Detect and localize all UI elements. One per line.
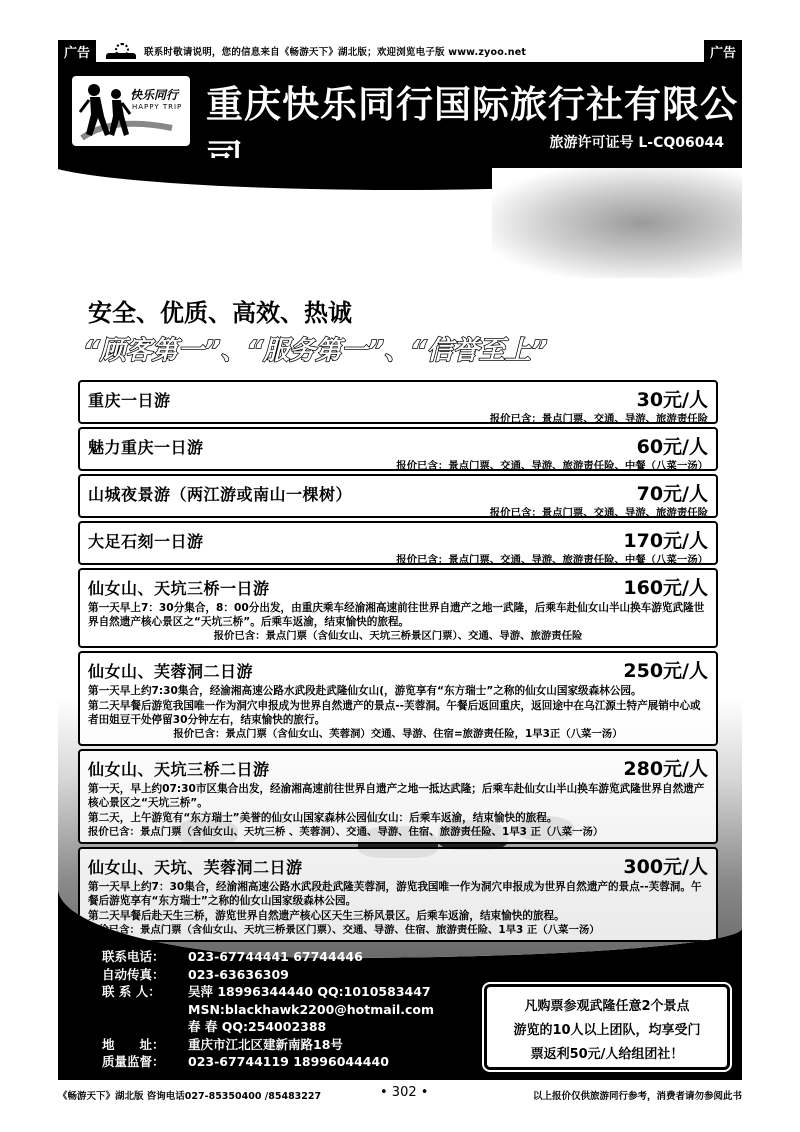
tour-name: 重庆一日游 [88, 391, 171, 410]
tour-name: 仙女山、天坑、芙蓉洞二日游 [88, 858, 303, 877]
company-logo [72, 76, 190, 146]
person-label: 联 系 人： [102, 984, 161, 999]
tour-description: 第一天早上7：30分集合，8：00分出发，由重庆乘车经渝湘高速前往世界自遗产之地一武隆，后乘车赴仙女山半山换车游览武隆世界自然遗产核心景区之“天坑三桥”。后乘车返渝，结束愉快的旅程。 [88, 602, 705, 628]
license-number: 旅游许可证号 L-CQ06044 [549, 135, 724, 151]
contact-info [102, 948, 434, 1071]
ad-label-right: 广告 [704, 40, 742, 63]
tour-description: 第二天早餐后赴天生三桥，游览世界自然遗产核心区天生三桥风景区。后乘车返渝，结束愉快的旅程。 [88, 910, 565, 922]
top-notice-bar [58, 40, 742, 62]
tour-price: 160元/人 [623, 577, 708, 599]
tour-name: 魅力重庆一日游 [88, 438, 204, 457]
tour-includes: 报价已含：景点门票、交通、导游、旅游责任险 [489, 507, 708, 519]
tour-list [78, 380, 718, 945]
tour-item [78, 521, 718, 565]
tour-price: 300元/人 [623, 856, 708, 878]
tour-item [78, 380, 718, 424]
tour-name: 山城夜景游（两江游或南山一棵树） [88, 485, 353, 504]
contact-person-2: 春 春 QQ:254002388 [188, 1019, 327, 1034]
logo-text: 快乐同行 [130, 88, 179, 102]
tour-name: 大足石刻一日游 [88, 532, 204, 551]
page-number: • 302 • [380, 1085, 429, 1100]
tour-price: 30元/人 [636, 389, 708, 411]
tour-price: 170元/人 [623, 530, 708, 552]
tour-name: 仙女山、芙蓉洞二日游 [88, 662, 254, 681]
promo-line: 游览的10人以上团队，均享受门 [513, 1023, 701, 1038]
tour-description: 第一天早上约7：30集合，经渝湘高速公路水武段赴武隆芙蓉洞，游览我国唯一作为洞穴申报成为世界自然遗产的景点--芙蓉洞。午餐后游览享有“东方瑞士”之称的仙女山国家级森林公园。 [88, 881, 702, 907]
tour-item [78, 474, 718, 518]
tour-price: 70元/人 [636, 483, 708, 505]
tour-description: 第一天早上约7:30集合，经渝湘高速公路水武段赴武隆仙女山(，游览享有“东方瑞士”之称的仙女山国家级森林公园。 [88, 685, 642, 697]
tour-item [78, 749, 718, 844]
sun-logo-icon [104, 41, 138, 61]
notice-text: 联系时敬请说明，您的信息来自《畅游天下》湖北版；欢迎浏览电子版 www.zyoo.net [144, 47, 527, 58]
contact-person-1: 吴萍 18996344440 QQ:1010583447 [188, 984, 431, 999]
phone-label: 联系电话： [102, 949, 165, 964]
tour-item [78, 651, 718, 746]
tour-includes: 报价已含：景点门票、交通、导游、旅游责任险、中餐（八菜一汤） [396, 554, 708, 566]
tour-name: 仙女山、天坑三桥一日游 [88, 579, 270, 598]
background-photo [58, 158, 742, 958]
tour-includes: 报价已含：景点门票（含仙女山、天坑三桥景区门票）、交通、导游、住宿、旅游责任险、1早3 正（八菜一汤） [88, 924, 600, 936]
address-label: 地 址： [102, 1036, 165, 1052]
tour-description: 第一天，早上约07:30市区集合出发，经渝湘高速前往世界自遗产之地一抵达武隆；后乘车赴仙女山半山换车游览武隆世界自然遗产核心景区之“天坑三桥”。 [88, 783, 705, 809]
landscape-photo [492, 168, 742, 278]
tour-includes: 报价已含：景点门票（含仙女山、芙蓉洞）交通、导游、住宿=旅游责任险，1早3正（八菜一汤） [173, 728, 623, 740]
slogan-line-1: 安全、优质、高效、热诚 [88, 299, 352, 327]
ad-label-left: 广告 [58, 40, 96, 63]
promo-box [484, 984, 730, 1070]
tour-includes: 报价已含：景点门票（含仙女山、天坑三桥景区门票）、交通、导游、旅游责任险 [213, 630, 583, 642]
fax-label: 自动传真： [102, 966, 165, 982]
tour-includes: 报价已含：景点门票、交通、导游、旅游责任险 [489, 413, 708, 425]
tour-item [78, 427, 718, 471]
footer-publication: 《畅游天下》湖北版 咨询电话027-85350400 /85483227 [58, 1091, 322, 1102]
tour-description: 第二天早餐后游览我国唯一作为洞穴申报成为世界自然遗产的景点--芙蓉洞。午餐后返回重庆，返回途中在乌江源土特产展销中心或者田姐豆干处停留30分钟左右，结束愉快的旅行。 [88, 700, 701, 726]
quality-label: 质量监督： [102, 1054, 165, 1069]
logo-subtitle: HAPPY TRIP [132, 103, 183, 111]
tour-price: 280元/人 [623, 758, 708, 780]
promo-line: 票返利50元/人给组团社！ [530, 1047, 684, 1062]
header [58, 62, 742, 158]
msn-address: MSN:blackhawk2200@hotmail.com [188, 1001, 435, 1017]
promo-line: 凡购票参观武隆任意2个景点 [524, 999, 690, 1014]
company-name: 重庆快乐同行国际旅行社有限公 [206, 83, 738, 126]
tour-includes: 报价已含：景点门票、交通、导游、旅游责任险、中餐（八菜一汤） [396, 460, 708, 472]
tour-item [78, 568, 718, 648]
footer [58, 1084, 742, 1104]
fax-number: 023-63636309 [188, 966, 289, 982]
tour-includes: 报价已含：景点门票（含仙女山、天坑三桥 、芙蓉洞）、交通、导游、住宿、旅游责任险、1早3 正（八菜一汤） [88, 826, 604, 838]
tour-price: 250元/人 [623, 660, 708, 682]
slogan-line-2: “顾客第一”、“服务第一”、“信誉至上” [83, 336, 548, 366]
tour-item [78, 847, 718, 942]
advert-panel [58, 62, 742, 1080]
footer-disclaimer: 以上报价仅供旅游同行参考，消费者请勿参阅此书 [532, 1091, 742, 1102]
tour-name: 仙女山、天坑三桥二日游 [88, 760, 270, 779]
tour-price: 60元/人 [636, 436, 708, 458]
tour-description: 第二天，上午游览有“东方瑞士”美誉的仙女山国家森林公园仙女山：后乘车返渝，结束愉快的旅程。 [88, 812, 558, 824]
address: 重庆市江北区建新南路18号 [188, 1036, 343, 1052]
phone-number: 023-67744441 67744446 [188, 949, 363, 964]
quality-phone: 023-67744119 18996044440 [188, 1054, 389, 1069]
